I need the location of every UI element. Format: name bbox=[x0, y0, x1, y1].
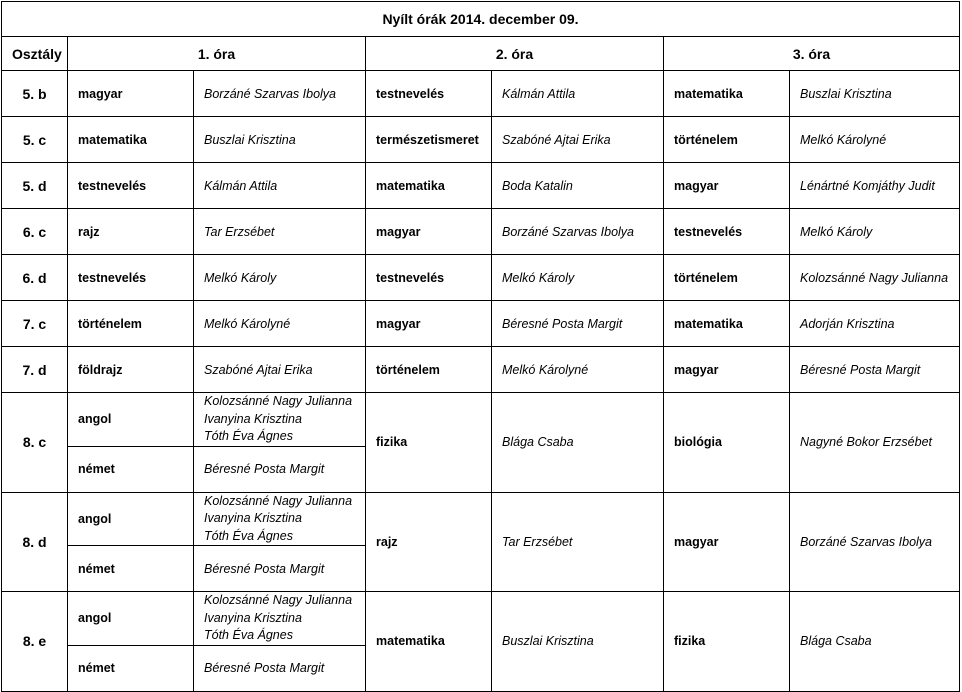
teacher-cell: Béresné Posta Margit bbox=[492, 301, 664, 347]
table-row bbox=[2, 301, 960, 347]
subject-cell: testnevelés bbox=[664, 209, 790, 255]
teacher-name: Kolozsánné Nagy Julianna bbox=[204, 394, 353, 408]
teacher-name: Kolozsánné Nagy Julianna bbox=[204, 593, 353, 607]
teacher-cell: Blága Csaba bbox=[790, 592, 960, 692]
subject-cell: történelem bbox=[366, 347, 492, 393]
teacher-cell: Béresné Posta Margit bbox=[790, 347, 960, 393]
class-cell: 6. d bbox=[2, 255, 68, 301]
header-period-1: 1. óra bbox=[68, 37, 366, 71]
teacher-name: Kolozsánné Nagy Julianna bbox=[204, 493, 353, 508]
class-cell: 5. c bbox=[2, 117, 68, 163]
teacher-cell: Béresné Posta Margit bbox=[194, 645, 366, 691]
subject-cell: matematika bbox=[366, 592, 492, 692]
teacher-cell: Kálmán Attila bbox=[194, 163, 366, 209]
teacher-cell: Lénártné Komjáthy Judit bbox=[790, 163, 960, 209]
teacher-cell: Tar Erzsébet bbox=[194, 209, 366, 255]
subject-cell: testnevelés bbox=[366, 255, 492, 301]
teacher-cell: Buszlai Krisztina bbox=[492, 592, 664, 692]
subject-cell: angol bbox=[68, 492, 194, 546]
teacher-list-cell bbox=[194, 492, 366, 546]
table-row bbox=[2, 592, 960, 646]
subject-cell: testnevelés bbox=[68, 255, 194, 301]
teacher-cell: Borzáné Szarvas Ibolya bbox=[790, 492, 960, 592]
subject-cell: fizika bbox=[664, 592, 790, 692]
subject-cell: testnevelés bbox=[68, 163, 194, 209]
subject-cell: magyar bbox=[366, 301, 492, 347]
teacher-cell: Blága Csaba bbox=[492, 393, 664, 493]
subject-cell: természetismeret bbox=[366, 117, 492, 163]
subject-cell: matematika bbox=[664, 71, 790, 117]
teacher-name: Ivanyina Krisztina bbox=[204, 610, 302, 625]
teacher-list-cell bbox=[194, 393, 366, 447]
subject-cell: rajz bbox=[68, 209, 194, 255]
table-row bbox=[2, 255, 960, 301]
table-row bbox=[2, 492, 960, 546]
teacher-cell: Szabóné Ajtai Erika bbox=[492, 117, 664, 163]
teacher-cell: Borzáné Szarvas Ibolya bbox=[194, 71, 366, 117]
subject-cell: német bbox=[68, 645, 194, 691]
teacher-cell: Buszlai Krisztina bbox=[790, 71, 960, 117]
teacher-cell: Nagyné Bokor Erzsébet bbox=[790, 393, 960, 493]
page-title: Nyílt órák 2014. december 09. bbox=[2, 2, 960, 37]
subject-cell: magyar bbox=[664, 347, 790, 393]
subject-cell: magyar bbox=[68, 71, 194, 117]
table-row bbox=[2, 393, 960, 447]
header-period-3: 3. óra bbox=[664, 37, 960, 71]
teacher-cell: Kolozsánné Nagy Julianna bbox=[790, 255, 960, 301]
teacher-cell: Buszlai Krisztina bbox=[194, 117, 366, 163]
class-cell: 8. d bbox=[2, 492, 68, 592]
teacher-cell: Melkó Károlyné bbox=[194, 301, 366, 347]
teacher-cell: Béresné Posta Margit bbox=[194, 546, 366, 592]
teacher-name: Ivanyina Krisztina bbox=[204, 411, 302, 426]
subject-cell: magyar bbox=[664, 163, 790, 209]
subject-cell: földrajz bbox=[68, 347, 194, 393]
teacher-cell: Szabóné Ajtai Erika bbox=[194, 347, 366, 393]
teacher-cell: Kálmán Attila bbox=[492, 71, 664, 117]
subject-cell: angol bbox=[68, 592, 194, 646]
subject-cell: történelem bbox=[68, 301, 194, 347]
teacher-cell: Melkó Károly bbox=[790, 209, 960, 255]
subject-cell: matematika bbox=[664, 301, 790, 347]
subject-cell: rajz bbox=[366, 492, 492, 592]
table-row bbox=[2, 117, 960, 163]
teacher-name: Tóth Éva Ágnes bbox=[204, 429, 293, 443]
table-row bbox=[2, 209, 960, 255]
table-row bbox=[2, 163, 960, 209]
subject-cell: német bbox=[68, 446, 194, 492]
teacher-cell: Melkó Károlyné bbox=[492, 347, 664, 393]
subject-cell: testnevelés bbox=[366, 71, 492, 117]
subject-cell: matematika bbox=[68, 117, 194, 163]
subject-cell: biológia bbox=[664, 393, 790, 493]
subject-cell: angol bbox=[68, 393, 194, 447]
class-cell: 5. b bbox=[2, 71, 68, 117]
subject-cell: matematika bbox=[366, 163, 492, 209]
teacher-cell: Melkó Károly bbox=[492, 255, 664, 301]
subject-cell: fizika bbox=[366, 393, 492, 493]
teacher-name: Tóth Éva Ágnes bbox=[204, 628, 293, 642]
teacher-cell: Melkó Károly bbox=[194, 255, 366, 301]
teacher-cell: Boda Katalin bbox=[492, 163, 664, 209]
teacher-name: Ivanyina Krisztina bbox=[204, 511, 302, 525]
class-cell: 8. e bbox=[2, 592, 68, 692]
subject-cell: magyar bbox=[366, 209, 492, 255]
class-cell: 7. c bbox=[2, 301, 68, 347]
teacher-cell: Béresné Posta Margit bbox=[194, 446, 366, 492]
subject-cell: magyar bbox=[664, 492, 790, 592]
teacher-cell: Melkó Károlyné bbox=[790, 117, 960, 163]
subject-cell: történelem bbox=[664, 255, 790, 301]
header-period-2: 2. óra bbox=[366, 37, 664, 71]
subject-cell: német bbox=[68, 546, 194, 592]
schedule-table bbox=[1, 1, 960, 692]
header-class: Osztály bbox=[2, 37, 68, 71]
subject-cell: történelem bbox=[664, 117, 790, 163]
teacher-cell: Tar Erzsébet bbox=[492, 492, 664, 592]
teacher-list-cell bbox=[194, 592, 366, 646]
class-cell: 6. c bbox=[2, 209, 68, 255]
class-cell: 7. d bbox=[2, 347, 68, 393]
class-cell: 5. d bbox=[2, 163, 68, 209]
teacher-cell: Borzáné Szarvas Ibolya bbox=[492, 209, 664, 255]
table-row bbox=[2, 347, 960, 393]
teacher-cell: Adorján Krisztina bbox=[790, 301, 960, 347]
teacher-name: Tóth Éva Ágnes bbox=[204, 528, 293, 543]
table-row bbox=[2, 71, 960, 117]
class-cell: 8. c bbox=[2, 393, 68, 493]
